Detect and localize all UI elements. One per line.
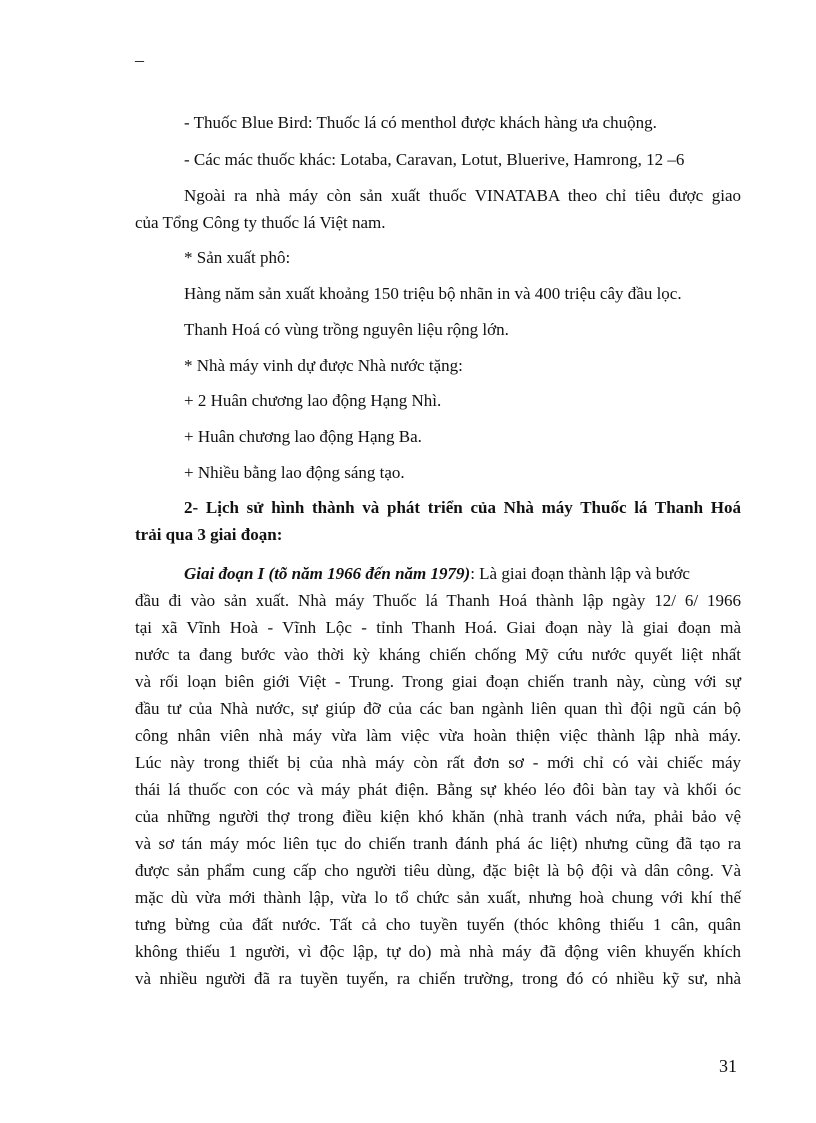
page-number: 31 <box>719 1056 737 1076</box>
text-line: và nhiều người đã ra tuyền tuyến, ra chiến trường, trong đó có nhiều kỹ sư, nhà <box>135 969 741 988</box>
award-item: + Nhiều bằng lao động sáng tạo. <box>184 463 405 482</box>
text-line: của Tổng Công ty thuốc lá Việt nam. <box>135 213 386 232</box>
section-heading-cont: trải qua 3 giai đoạn: <box>135 525 283 544</box>
text-line: Ngoài ra nhà máy còn sản xuất thuốc VINATABA theo chỉ tiêu được giao <box>184 186 741 205</box>
bullet-other-brands: - Các mác thuốc khác: Lotaba, Caravan, Lotut, Bluerive, Hamrong, 12 –6 <box>184 150 685 169</box>
text-line: tưng bừng của đất nước. Tất cả cho tuyền tuyến (thóc không thiếu 1 cân, quân <box>135 915 741 934</box>
text-line: của những người thợ trong điều kiện khó khăn (nhà tranh vách nứa, phải bảo vệ <box>135 807 741 826</box>
paragraph-lead <box>184 564 741 584</box>
top-mark: – <box>135 50 144 70</box>
text-line: thái lá thuốc con cóc và máy phát điện. Bằng sự khéo léo đôi bàn tay và khối óc <box>135 780 741 799</box>
text-line: Lúc này trong thiết bị của nhà máy còn rất đơn sơ - mới chỉ có vài chiếc máy <box>135 753 741 772</box>
period-desc: : Là giai đoạn thành lập và bước <box>470 564 690 583</box>
text-line: không thiếu 1 người, vì độc lập, tự do) mà nhà máy đã động viên khuyến khích <box>135 942 741 961</box>
award-item: + 2 Huân chương lao động Hạng Nhì. <box>184 391 442 410</box>
section-heading: 2- Lịch sử hình thành và phát triển của Nhà máy Thuốc lá Thanh Hoá <box>184 498 741 517</box>
text-line: đầu đi vào sản xuất. Nhà máy Thuốc lá Thanh Hoá thành lập ngày 12/ 6/ 1966 <box>135 591 741 610</box>
text-line: và rối loạn biên giới Việt - Trung. Trong giai đoạn chiến tranh này, cùng với sự <box>135 672 741 691</box>
text-line: đầu tư của Nhà nước, sự giúp đỡ của các ban ngành liên quan thì đội ngũ cán bộ <box>135 699 741 718</box>
bullet-blue-bird: - Thuốc Blue Bird: Thuốc lá có menthol được khách hàng ưa chuộng. <box>184 113 657 132</box>
text-line: * Sản xuất phô: <box>184 248 291 267</box>
text-line: nước ta đang bước vào thời kỳ kháng chiến chống Mỹ cứu nước quyết liệt nhất <box>135 645 741 664</box>
text-line: công nhân viên nhà máy vừa làm việc vừa hoàn thiện việc thành lập nhà máy. <box>135 726 741 745</box>
text-line: * Nhà máy vinh dự được Nhà nước tặng: <box>184 356 463 375</box>
text-line: tại xã Vĩnh Hoà - Vĩnh Lộc - tỉnh Thanh Hoá. Giai đoạn này là giai đoạn mà <box>135 618 741 637</box>
period-title: Giai đoạn I (tõ năm 1966 đến năm 1979) <box>184 564 471 583</box>
text-line: Hàng năm sản xuất khoảng 150 triệu bộ nhãn in và 400 triệu cây đầu lọc. <box>184 284 682 303</box>
text-line: mặc dù vừa mới thành lập, vừa lo tổ chức sản xuất, nhưng hoà chung với khí thế <box>135 888 741 907</box>
award-item: + Huân chương lao động Hạng Ba. <box>184 427 422 446</box>
text-line: và sơ tán máy móc liên tục do chiến tranh đánh phá ác liệt) nhưng cũng đã tạo ra <box>135 834 741 853</box>
text-line: được sản phẩm cung cấp cho người tiêu dùng, đặc biệt là bộ đội và dân công. Và <box>135 861 741 880</box>
text-line: Thanh Hoá có vùng trồng nguyên liệu rộng lớn. <box>184 320 509 339</box>
